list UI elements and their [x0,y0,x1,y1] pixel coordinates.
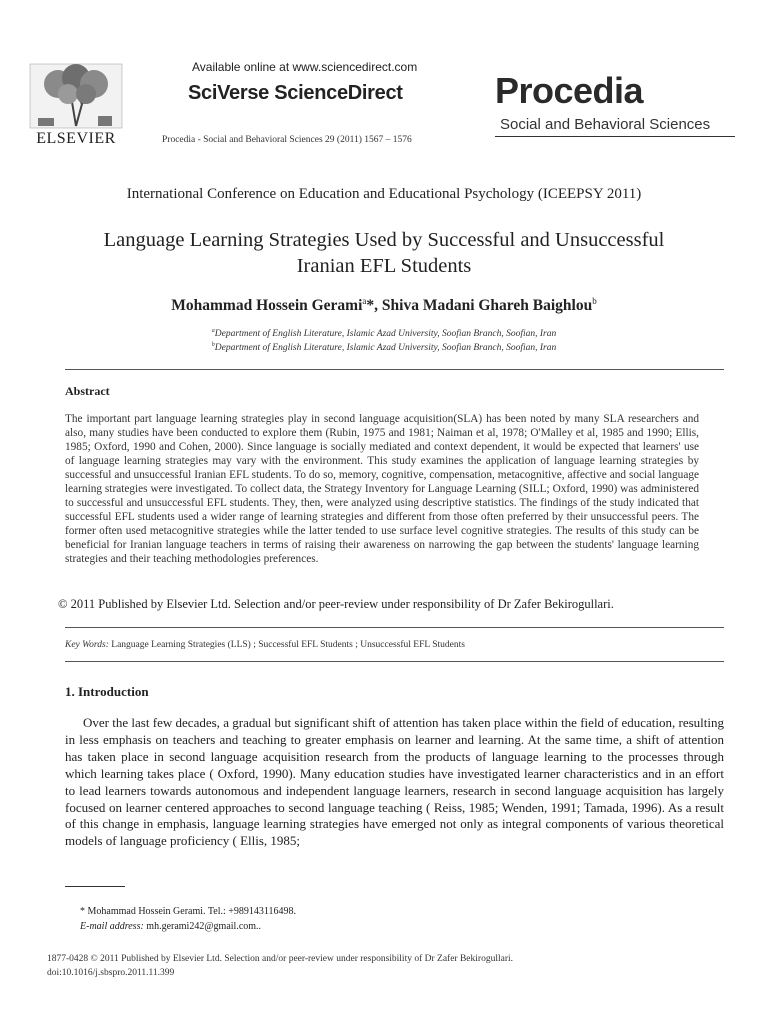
author-2-affiliation-mark: b [592,296,597,306]
affiliation-a-mark: a [211,328,215,334]
corresponding-author-note: * Mohammad Hossein Gerami. Tel.: +989143116498. [80,906,297,917]
conference-name: International Conference on Education and Educational Psychology (ICEEPSY 2011) [126,186,642,202]
available-online-text: Available online at www.sciencedirect.com [192,60,418,74]
email-address: mh.gerami242@gmail.com.. [146,921,262,932]
keywords [65,640,465,650]
affiliation-b-mark: b [211,342,215,348]
paper-title-line-2: Iranian EFL Students [296,255,472,277]
keywords-list: Language Learning Strategies (LLS) ; Successful EFL Students ; Unsuccessful EFL Students [111,640,465,650]
author-1-affiliation-mark: a [362,296,367,306]
email-label: E-mail address: [80,921,144,932]
procedia-subtitle: Social and Behavioral Sciences [500,116,711,133]
elsevier-wordmark: ELSEVIER [36,130,116,147]
journal-reference: Procedia - Social and Behavioral Sciences 29 (2011) 1567 – 1576 [162,135,412,145]
keywords-label: Key Words: [65,640,109,650]
abstract-heading: Abstract [65,384,110,398]
affiliation-b-text: Department of English Literature, Islamic Azad University, Soofian Branch, Soofian, Iran [214,343,557,354]
procedia-logo: Procedia [495,70,644,111]
procedia-underline [495,136,735,137]
section-heading-introduction: 1. Introduction [65,684,149,699]
footnote-divider [65,886,125,887]
author-1-name: Mohammad Hossein Gerami [171,297,363,315]
paper-title [40,227,728,279]
affiliation-a [0,328,768,339]
keywords-bottom-divider [65,661,724,662]
abstract-text: The important part language learning strategies play in second language acquisition(SLA) has been noted by many SLA researchers and also, many studies have been conducted to explore them (Rubin, 1975 and 1981; Naiman et al, 1978; O'Malley et al, 1985 and 1990; Ellis, 1985; Oxford, 1990 and Cohen, 2000). Since language is socially mediated and context dependent, it would be expected that learners' use of language learning strategies may vary with the environment. This study examines the application of language learning strategies by successful and unsuccessful Iranian EFL students. To do so, memory, cognitive, compensation, metacognitive, affective and social language learning strategies were investigated. To collect data, the Strategy Inventory for Language Learning (SILL; Oxford, 1990) was administered to successful and unsuccessful EFL students. They, then, were analyzed using descriptive statistics. The findings of the study indicated that successful EFL students used a wider range of learning strategies and different from those often preferred by their unsuccessful peers. The former often used metacognitive strategies while the latter tended to use surface level cognitive strategies. The results of this study can be beneficial for Iranian language teachers in terms of raising their awareness on narrowing the gap between the students' language learning strategies and their teaching methodologies preferences. [65,413,699,565]
email-note [80,921,261,932]
top-divider [65,369,724,370]
affiliation-b [0,342,768,353]
keywords-top-divider [65,627,724,628]
corresponding-mark: *, [366,297,382,315]
author-2-name: Shiva Madani Ghareh Baighlou [381,297,593,315]
paper-title-line-1: Language Learning Strategies Used by Successful and Unsuccessful [103,229,665,251]
affiliation-a-text: Department of English Literature, Islamic Azad University, Soofian Branch, Soofian, Iran [214,329,557,340]
introduction-paragraph [65,715,724,850]
author-list [0,296,768,315]
doi-line: doi:10.1016/j.sbspro.2011.11.399 [47,968,175,978]
issn-copyright-line: 1877-0428 © 2011 Published by Elsevier Ltd. Selection and/or peer-review under responsibility of Dr Zafer Bekirogullari. [47,954,513,964]
sciverse-sciencedirect-logo: SciVerse ScienceDirect [188,82,403,104]
copyright-statement: © 2011 Published by Elsevier Ltd. Selection and/or peer-review under responsibility of Dr Zafer Bekirogullari. [58,597,614,611]
introduction-text: Over the last few decades, a gradual but significant shift of attention has taken place within the field of education, resulting in less emphasis on teachers and teaching to greater emphasis on learner and learning. At the same time, a shift of attention has taken place in second language acquisition research from the products of language learning to the processes through which learning takes place ( Oxford, 1990). Many education studies have investigated learner characteristics and in an effort to lead learners towards autonomous and independent language learners, research in second language acquisition has largely focused on learner centered approaches to second language teaching ( Reiss, 1985; Wenden, 1991; Tamada, 1996). As a result of this change in emphasis, language learning strategies have emerged not only as integral components of various theoretical models of language proficiency ( Ellis, 1985; [65,715,724,849]
